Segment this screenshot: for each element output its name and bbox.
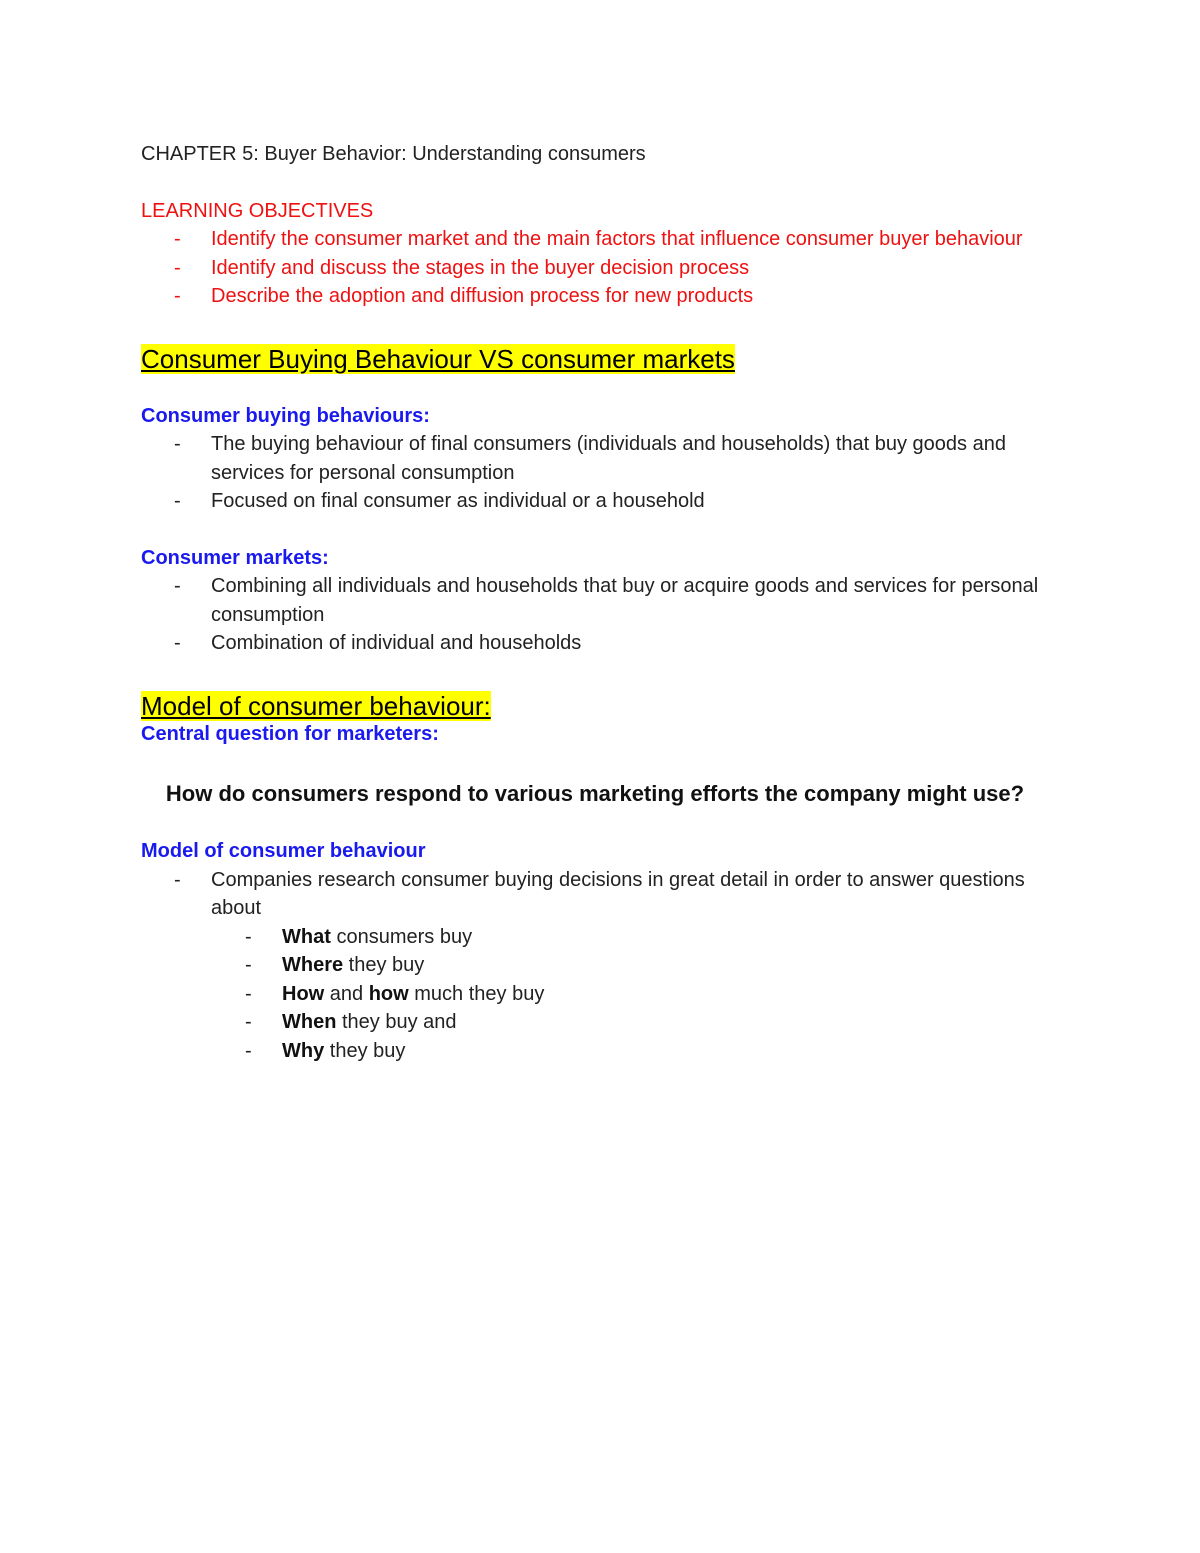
buying-behaviours-list	[141, 430, 1041, 516]
document-page	[141, 140, 1041, 1065]
question-keyword: how	[368, 982, 409, 1005]
sub-list-item	[141, 951, 1041, 980]
bullet-dash: -	[174, 285, 181, 307]
question-keyword: How	[282, 982, 325, 1005]
consumer-markets-label: Consumer markets:	[141, 546, 329, 569]
learning-objectives-heading: LEARNING OBJECTIVES	[141, 199, 374, 222]
bullet-dash: -	[174, 632, 181, 654]
learning-objectives-list	[141, 225, 1041, 311]
list-item-text: Combining all individuals and households that buy or acquire goods and services for personal consumption	[211, 575, 1039, 626]
list-item	[141, 487, 1041, 516]
sub-list-item	[141, 923, 1041, 952]
question-text: they buy	[343, 954, 425, 976]
list-item	[141, 254, 1041, 283]
consumer-markets-list	[141, 572, 1041, 658]
list-item	[141, 866, 1041, 923]
bullet-dash: -	[245, 1011, 252, 1033]
question-text: consumers buy	[330, 925, 473, 948]
question-keyword: Why	[282, 1039, 325, 1062]
bullet-dash: -	[174, 433, 181, 455]
question-text: and	[324, 982, 369, 1005]
list-item	[141, 572, 1041, 629]
bullet-dash: -	[174, 575, 181, 597]
list-item-text: Identify and discuss the stages in the buyer decision process	[211, 256, 750, 279]
model-label: Model of consumer behaviour	[141, 840, 426, 862]
sub-list-item	[141, 1037, 1041, 1066]
list-item	[141, 225, 1041, 254]
bullet-dash: -	[174, 490, 181, 512]
bullet-dash: -	[245, 1039, 252, 1062]
sub-list-item	[141, 980, 1041, 1009]
list-item-text: Identify the consumer market and the main factors that influence consumer buyer behaviour	[211, 228, 1023, 250]
question-keyword: When	[282, 1011, 337, 1033]
list-item	[141, 629, 1041, 658]
bullet-dash: -	[245, 982, 252, 1005]
bullet-dash: -	[174, 868, 181, 891]
list-item-text: Companies research consumer buying decisions in great detail in order to answer questions about	[211, 868, 1025, 919]
sub-list-item	[141, 1008, 1041, 1037]
bullet-dash: -	[245, 954, 252, 976]
list-item	[141, 430, 1041, 487]
central-question: How do consumers respond to various marketing efforts the company might use?	[165, 781, 1025, 806]
central-question-label: Central question for marketers:	[141, 722, 439, 745]
bullet-dash: -	[245, 925, 252, 948]
question-keyword: What	[282, 925, 331, 948]
bullet-dash: -	[174, 228, 181, 250]
list-item-text: The buying behaviour of final consumers (individuals and households) that buy goods and services for personal consumption	[211, 433, 1006, 484]
model-list	[141, 866, 1041, 1066]
question-text: they buy and	[336, 1011, 457, 1033]
bullet-dash: -	[174, 256, 181, 279]
question-text: they buy	[324, 1039, 406, 1062]
list-item-text: Describe the adoption and diffusion process for new products	[211, 285, 754, 307]
section-heading-model	[141, 689, 1041, 723]
chapter-title: CHAPTER 5: Buyer Behavior: Understanding consumers	[141, 143, 646, 165]
list-item-text: Focused on final consumer as individual or a household	[211, 490, 705, 512]
highlighted-heading-text: Model of consumer behaviour:	[141, 690, 491, 721]
question-text: much they buy	[408, 982, 545, 1005]
highlighted-heading-text: Consumer Buying Behaviour VS consumer markets	[141, 343, 735, 374]
question-keyword: Where	[282, 954, 344, 976]
section-heading-buying-vs-markets	[141, 342, 1041, 376]
buying-behaviours-label: Consumer buying behaviours:	[141, 404, 430, 427]
list-item-text: Combination of individual and households	[211, 632, 582, 654]
list-item	[141, 282, 1041, 311]
